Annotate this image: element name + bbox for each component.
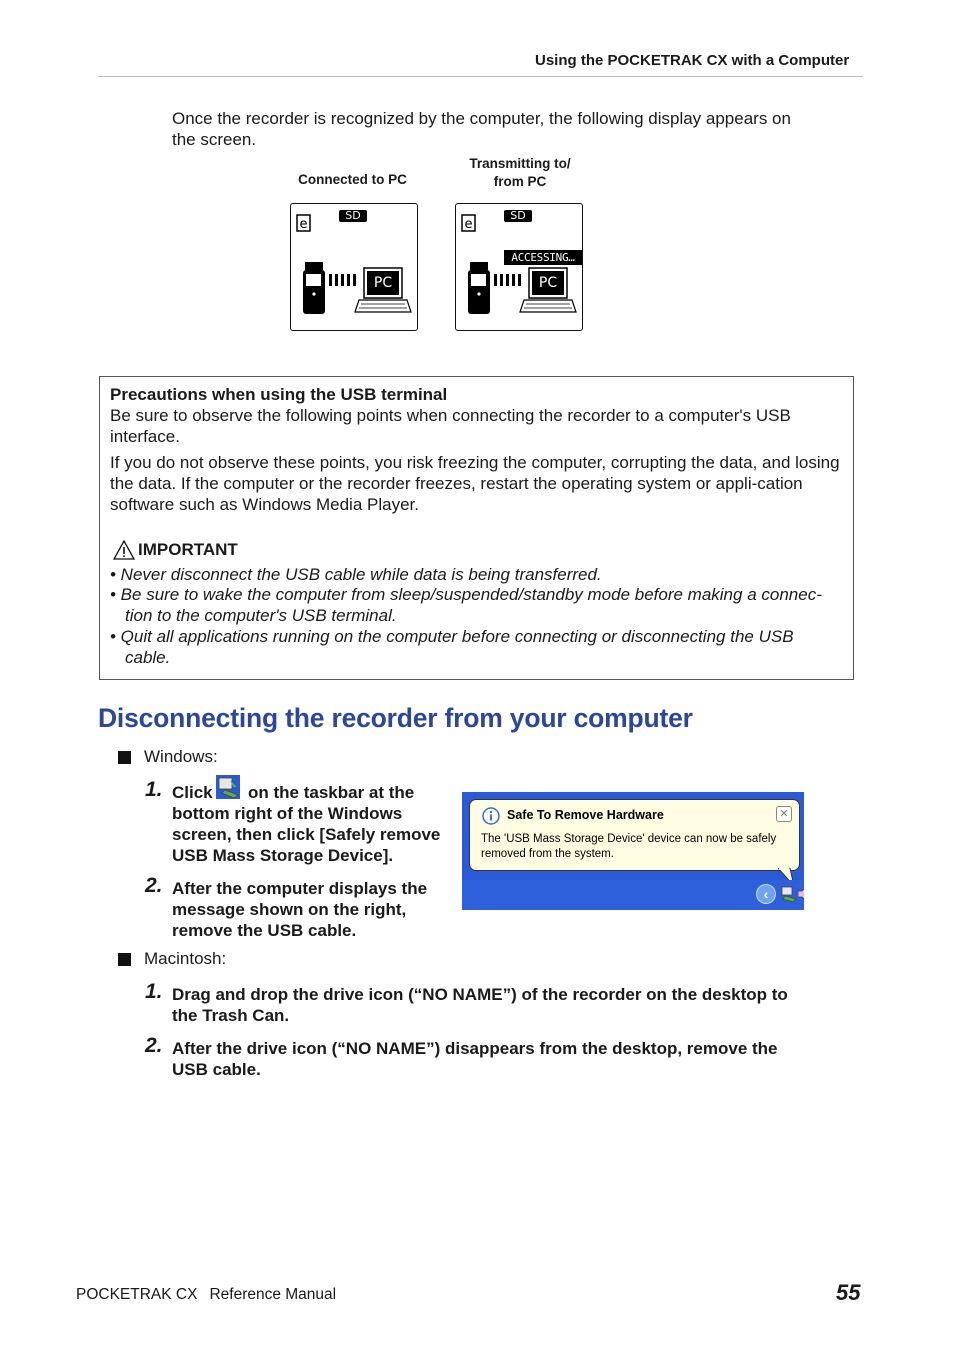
important-bullet-3: • Quit all applications running on the computer before connecting or disconnecting the USB cable.	[110, 627, 794, 667]
windows-step-1-number: 1.	[145, 778, 163, 801]
display-caption-transmitting: Transmitting to/ from PC	[469, 156, 571, 189]
close-icon[interactable]: ✕	[776, 806, 792, 822]
notification-balloon	[469, 799, 800, 871]
footer-manual: Reference Manual	[209, 1286, 337, 1303]
sd-card-indicator: SD	[339, 210, 367, 222]
sd-card-indicator: SD	[504, 210, 532, 222]
taskbar-tray	[462, 880, 804, 910]
footer	[76, 1286, 348, 1304]
safely-remove-tray-icon[interactable]	[780, 885, 798, 903]
header-divider	[98, 76, 863, 77]
mac-step-2-text: After the drive icon (“NO NAME”) disappears from the desktop, remove the USB cable.	[172, 1039, 778, 1079]
macintosh-subheading: Macintosh:	[144, 949, 227, 968]
windows-step-2-number: 2.	[145, 874, 163, 897]
page-number: 55	[836, 1280, 861, 1305]
info-icon	[482, 807, 500, 825]
footer-product: POCKETRAK CX	[76, 1286, 198, 1303]
running-header: Using the POCKETRAK CX with a Computer	[535, 52, 850, 69]
lcd-display-transmitting	[455, 203, 583, 331]
intro-paragraph: Once the recorder is recognized by the computer, the following display appears on the screen.	[172, 109, 791, 149]
svg-text:e: e	[464, 217, 473, 232]
square-bullet-icon	[118, 751, 131, 764]
balloon-message: The 'USB Mass Storage Device' device can now be safely removed from the system.	[481, 833, 777, 860]
precautions-paragraph-1: Be sure to observe the following points when connecting the recorder to a computer's USB interface.	[110, 406, 791, 446]
important-heading	[113, 540, 238, 560]
display-caption-connected: Connected to PC	[298, 172, 407, 187]
windows-step-2-text: After the computer displays the message shown on the right, remove the USB cable.	[172, 879, 428, 940]
safe-to-remove-screenshot	[462, 792, 804, 910]
important-bullet-1: • Never disconnect the USB cable while data is being transferred.	[110, 565, 602, 584]
lcd-display-connected	[290, 203, 418, 331]
windows-subheading: Windows:	[144, 747, 218, 766]
svg-text:e: e	[299, 217, 308, 232]
important-label: IMPORTANT	[138, 540, 238, 559]
show-hidden-icons-button[interactable]: ‹	[756, 884, 776, 904]
balloon-title: Safe To Remove Hardware	[507, 808, 664, 822]
mac-step-1-number: 1.	[145, 980, 163, 1003]
speaker-icon[interactable]	[798, 884, 804, 904]
square-bullet-icon	[118, 953, 131, 966]
windows-step-1-click: Click	[172, 783, 213, 802]
precautions-title: Precautions when using the USB terminal	[110, 385, 448, 404]
section-title: Disconnecting the recorder from your computer	[98, 703, 693, 733]
mac-step-1-text: Drag and drop the drive icon (“NO NAME”) of the recorder on the desktop to the Trash Can.	[172, 985, 788, 1025]
pc-label: PC	[373, 275, 393, 291]
mac-step-2-number: 2.	[145, 1034, 163, 1057]
important-bullet-2: • Be sure to wake the computer from sleep/suspended/standby mode before making a connec-tion to the computer's USB terminal.	[110, 585, 822, 625]
accessing-indicator: ACCESSING…	[504, 250, 582, 265]
recorder-pc-illustration	[456, 204, 584, 332]
precautions-paragraph-2: If you do not observe these points, you risk freezing the computer, corrupting the data, and losing the data. If the computer or the recorder freezes, restart the operating system or appli-cation software such as Windows Media Player.	[110, 453, 840, 514]
windows-step-1-text: on the taskbar at the bottom right of the Windows screen, then click [Safely remove USB Mass Storage Device].	[172, 783, 441, 865]
pc-label: PC	[538, 275, 558, 291]
warning-icon	[113, 540, 135, 560]
recorder-pc-illustration	[291, 204, 419, 332]
